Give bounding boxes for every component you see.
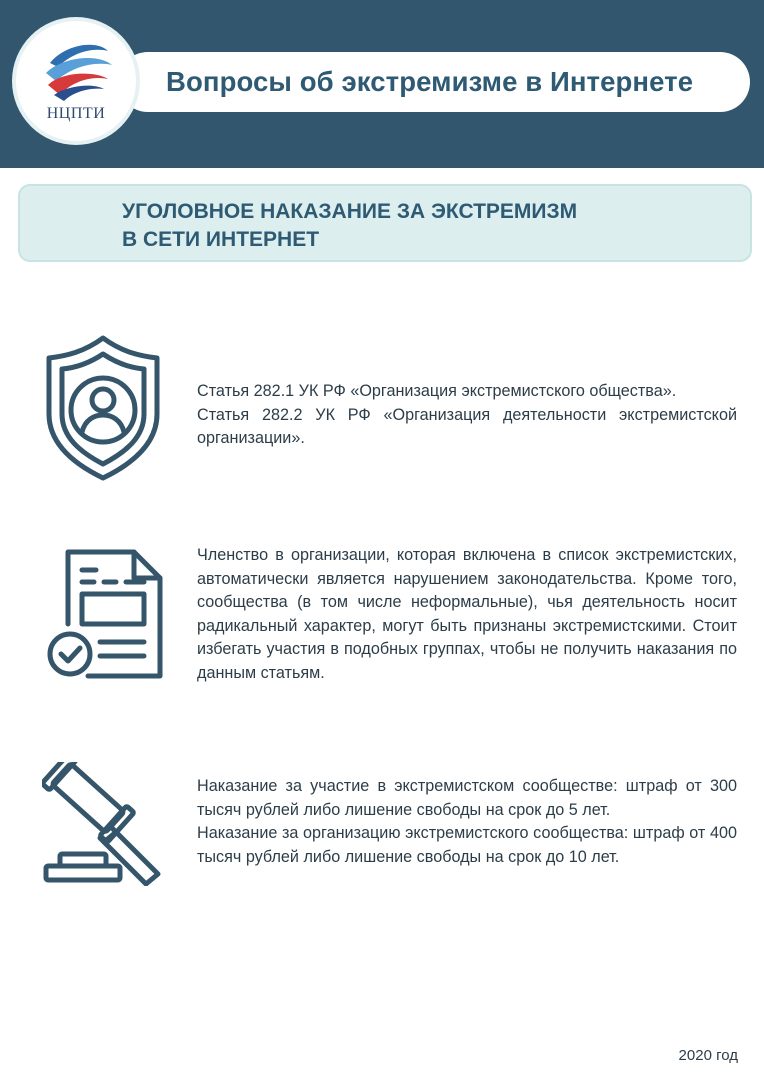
shield-user-icon <box>44 334 162 482</box>
section-title <box>122 198 577 254</box>
item-3-paragraph-2: Наказание за организацию экстремистского сообщества: штраф от 400 тысяч рублей либо лишение свободы на срок до 10 лет. <box>197 824 737 866</box>
document-check-icon <box>44 548 166 682</box>
item-1-paragraph-2: Статья 282.2 УК РФ «Организация деятельности экстремистской организации». <box>197 405 737 447</box>
item-3-text <box>197 775 737 869</box>
page-title: Вопросы об экстремизме в Интернете <box>166 66 694 97</box>
item-2-paragraph-1: Членство в организации, которая включена в список экстремистских, автоматически является нарушением законодательства. Кроме того, сообщества (в том числе неформальные), чья деятельность носит радикальный характер, могут быть признаны экстремистскими. Стоит избегать участия в подобных группах, чтобы не получить наказания по данным статьям. <box>197 546 737 682</box>
gavel-icon <box>42 762 170 886</box>
item-2-text <box>197 544 737 685</box>
section-title-line1: УГОЛОВНОЕ НАКАЗАНИЕ ЗА ЭКСТРЕМИЗМ <box>122 200 578 223</box>
logo-text: НЦПТИ <box>46 105 106 122</box>
section-heading-box <box>18 184 752 262</box>
item-3-paragraph-1: Наказание за участие в экстремистском сообществе: штраф от 300 тысяч рублей либо лишение свободы на срок до 5 лет. <box>197 777 737 819</box>
logo <box>16 21 136 141</box>
item-1-paragraph-1: Статья 282.1 УК РФ «Организация экстремистского общества». <box>197 382 677 400</box>
logo-ribbon-icon <box>16 21 136 141</box>
section-title-line2: В СЕТИ ИНТЕРНЕТ <box>122 228 320 251</box>
item-1-text <box>197 380 737 451</box>
header-title-pill <box>118 52 750 112</box>
footer-year: 2020 год <box>678 1047 738 1064</box>
